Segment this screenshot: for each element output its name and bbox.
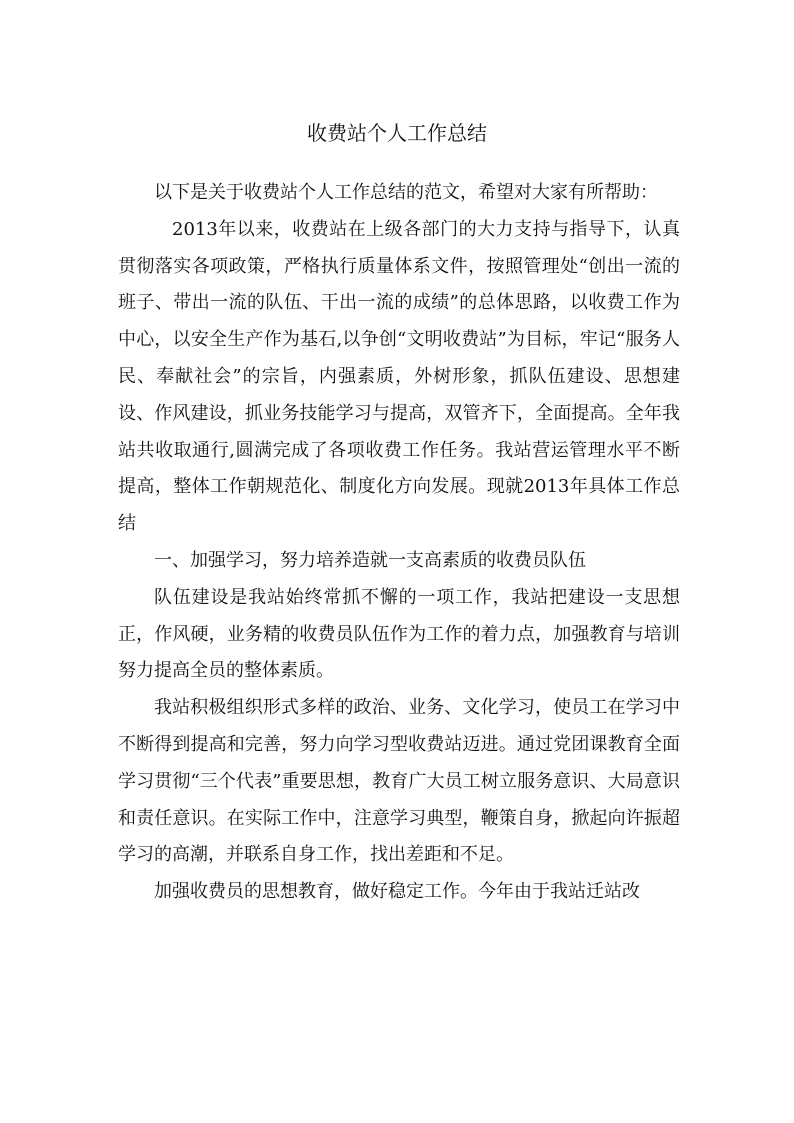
- ideology-paragraph: 加强收费员的思想教育，做好稳定工作。今年由于我站迁站改: [154, 881, 640, 903]
- intro-paragraph: 以下是关于收费站个人工作总结的范文，希望对大家有所帮助：: [154, 182, 658, 203]
- summary-paragraph: 2013年以来，收费站在上级各部门的大力支持与指导下，认真贯彻落实各项政策，严格执行质量体系文件，按照管理处“创出一流的班子、带出一流的队伍、干出一流的成绩”的总体思路，以收费工作为中心，以安全生产作为基石,以争创“文明收费站”为目标，牢记“服务人民、奉献社会”的宗旨，内强素质，外树形象，抓队伍建设、思想建设、作风建设，抓业务技能学习与提高，双管齐下，全面提高。全年我站共收取通行,圆满完成了各项收费工作任务。我站营运管理水平不断提高，整体工作朝规范化、制度化方向发展。现就2013年具体工作总结: [118, 218, 680, 535]
- document-title: 收费站个人工作总结: [307, 121, 487, 145]
- section-heading: 一、加强学习，努力培养造就一支高素质的收费员队伍: [154, 549, 586, 571]
- document-body: [118, 175, 680, 911]
- team-building-paragraph: 队伍建设是我站始终常抓不懈的一项工作，我站把建设一支思想正，作风硬，业务精的收费员队伍作为工作的着力点，加强教育与培训努力提高全员的整体素质。: [118, 586, 680, 682]
- study-paragraph: 我站积极组织形式多样的政治、业务、文化学习，使员工在学习中不断得到提高和完善，努力向学习型收费站迈进。通过党团课教育全面学习贯彻“三个代表”重要思想，教育广大员工树立服务意识、大局意识和责任意识。在实际工作中，注意学习典型，鞭策自身，掀起向许振超学习的高潮，并联系自身工作，找出差距和不足。: [118, 697, 680, 866]
